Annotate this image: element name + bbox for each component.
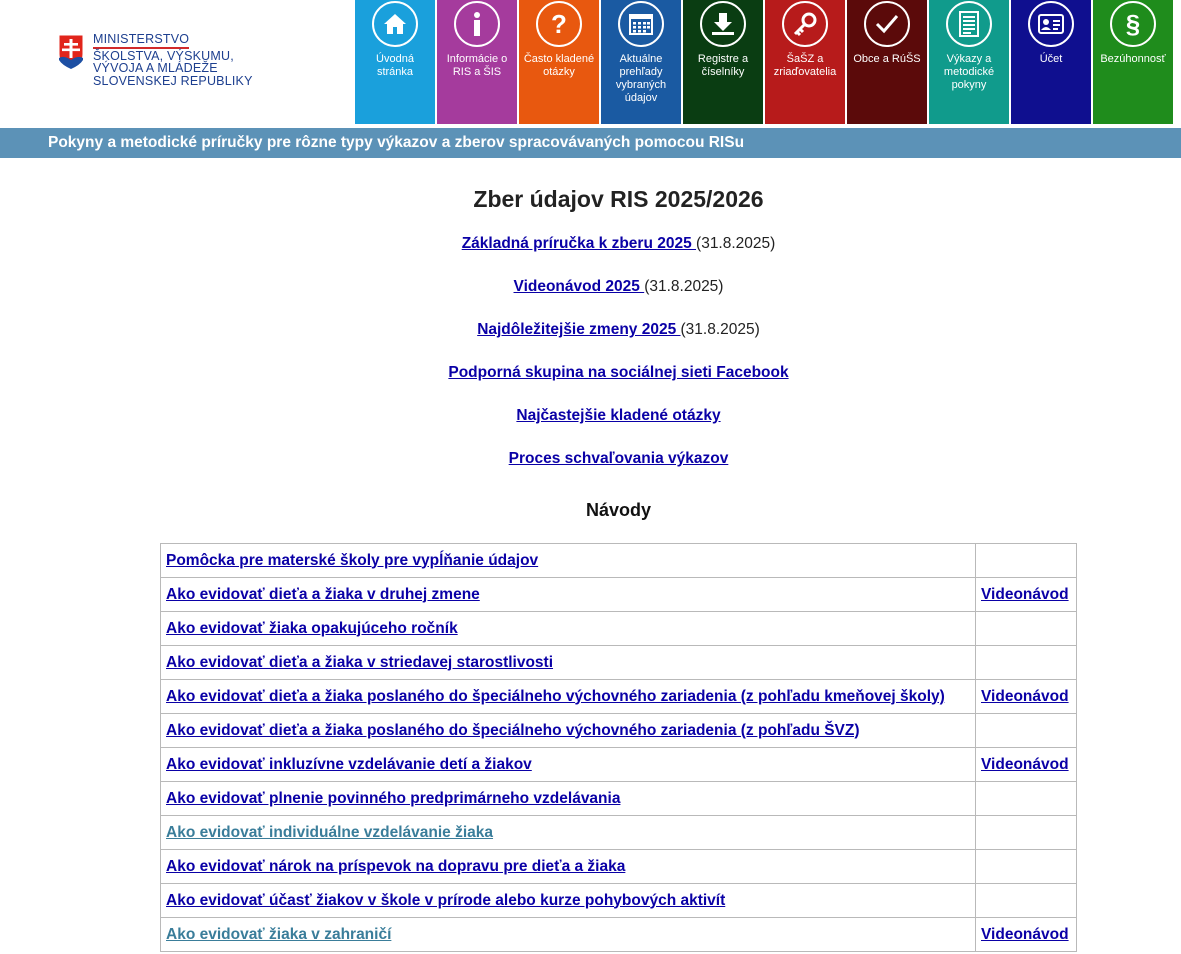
guide-cell bbox=[161, 884, 976, 918]
ministry-line-1: MINISTERSTVO bbox=[93, 33, 189, 49]
ministry-name bbox=[93, 33, 253, 87]
guide-cell bbox=[161, 646, 976, 680]
table-row bbox=[161, 884, 1077, 918]
guide-cell bbox=[161, 544, 976, 578]
nav-tile-municipalities[interactable] bbox=[847, 0, 927, 124]
guide-cell bbox=[161, 612, 976, 646]
nav-tile-overviews[interactable] bbox=[601, 0, 681, 124]
link-row-faq bbox=[0, 404, 1181, 447]
link-row-changes bbox=[0, 318, 1181, 361]
link-row-facebook bbox=[0, 361, 1181, 404]
table-row bbox=[161, 918, 1077, 952]
link-row-handbook bbox=[0, 232, 1181, 275]
guide-cell bbox=[161, 578, 976, 612]
table-row bbox=[161, 646, 1077, 680]
video-cell bbox=[976, 646, 1077, 680]
nav-label-overviews: Aktuálne prehľady vybraných údajov bbox=[615, 53, 667, 104]
table-row bbox=[161, 850, 1077, 884]
table-row bbox=[161, 612, 1077, 646]
guide-link[interactable]: Ako evidovať dieťa a žiaka v striedavej starostlivosti bbox=[166, 653, 554, 671]
video-cell bbox=[976, 918, 1077, 952]
video-cell bbox=[976, 748, 1077, 782]
main-links bbox=[0, 232, 1181, 490]
video-cell bbox=[976, 578, 1077, 612]
guide-cell bbox=[161, 782, 976, 816]
link-row-video bbox=[0, 275, 1181, 318]
video-guide-link[interactable]: Videonávod bbox=[981, 585, 1069, 603]
table-row bbox=[161, 714, 1077, 748]
guide-cell bbox=[161, 680, 976, 714]
nav-label-reports: Výkazy a metodické pokyny bbox=[943, 53, 995, 91]
video-guide-link[interactable]: Videonávod 2025 bbox=[513, 278, 645, 295]
document-list-icon bbox=[946, 1, 992, 47]
faq-link[interactable]: Najčastejšie kladené otázky bbox=[516, 407, 721, 424]
guide-link[interactable]: Pomôcka pre materské školy pre vypĺňanie údajov bbox=[166, 551, 539, 569]
table-row bbox=[161, 816, 1077, 850]
nav-tile-faq[interactable] bbox=[519, 0, 599, 124]
changes-date: (31.8.2025) bbox=[680, 321, 760, 338]
page-title: Zber údajov RIS 2025/2026 bbox=[473, 186, 764, 212]
id-card-icon bbox=[1028, 1, 1074, 47]
question-icon: ? bbox=[536, 1, 582, 47]
guide-cell bbox=[161, 850, 976, 884]
table-row bbox=[161, 782, 1077, 816]
video-guide-link[interactable]: Videonávod bbox=[981, 687, 1069, 705]
guide-cell bbox=[161, 748, 976, 782]
nav-tile-info[interactable] bbox=[437, 0, 517, 124]
video-cell bbox=[976, 612, 1077, 646]
nav-label-integrity: Bezúhonnosť bbox=[1100, 53, 1166, 65]
guide-link[interactable]: Ako evidovať dieťa a žiaka poslaného do špeciálneho výchovného zariadenia (z pohľadu kmeňovej školy) bbox=[166, 687, 945, 705]
nav-label-sasz: ŠaŠZ a zriaďovatelia bbox=[773, 53, 837, 78]
main-nav bbox=[355, 0, 1175, 124]
coat-of-arms-icon bbox=[58, 34, 84, 70]
nav-tile-sasz[interactable] bbox=[765, 0, 845, 124]
calendar-grid-icon bbox=[618, 1, 664, 47]
handbook-link[interactable]: Základná príručka k zberu 2025 bbox=[461, 235, 697, 252]
nav-label-info: Informácie o RIS a ŠIS bbox=[446, 53, 508, 78]
guide-cell bbox=[161, 816, 976, 850]
video-cell bbox=[976, 782, 1077, 816]
guide-cell bbox=[161, 918, 976, 952]
video-cell bbox=[976, 816, 1077, 850]
nav-tile-registers[interactable] bbox=[683, 0, 763, 124]
nav-label-municipalities: Obce a RúŠS bbox=[853, 53, 921, 65]
guide-link[interactable]: Ako evidovať nárok na príspevok na dopravu pre dieťa a žiaka bbox=[166, 857, 626, 875]
guide-link[interactable]: Ako evidovať žiaka v zahraničí bbox=[166, 925, 392, 943]
guide-cell bbox=[161, 714, 976, 748]
ministry-logo[interactable] bbox=[58, 33, 253, 87]
checkmark-icon bbox=[864, 1, 910, 47]
guides-table bbox=[160, 543, 1077, 952]
nav-tile-account[interactable] bbox=[1011, 0, 1091, 124]
ministry-line-3: VÝVOJA A MLÁDEŽE bbox=[93, 61, 218, 75]
video-guide-link[interactable]: Videonávod bbox=[981, 755, 1069, 773]
key-icon bbox=[782, 1, 828, 47]
video-guide-link[interactable]: Videonávod bbox=[981, 925, 1069, 943]
video-cell bbox=[976, 714, 1077, 748]
nav-label-account: Účet bbox=[1039, 53, 1063, 65]
facebook-group-link[interactable]: Podporná skupina na sociálnej sieti Facebook bbox=[448, 364, 789, 381]
ministry-line-4: SLOVENSKEJ REPUBLIKY bbox=[93, 73, 253, 88]
guides-heading: Návody bbox=[585, 500, 652, 520]
table-row bbox=[161, 544, 1077, 578]
nav-tile-integrity[interactable] bbox=[1093, 0, 1173, 124]
video-cell bbox=[976, 544, 1077, 578]
link-row-approval bbox=[0, 447, 1181, 490]
video-cell bbox=[976, 884, 1077, 918]
guide-link[interactable]: Ako evidovať plnenie povinného predprimárneho vzdelávania bbox=[166, 789, 621, 807]
header bbox=[0, 0, 1181, 128]
home-icon bbox=[372, 1, 418, 47]
page-banner: Pokyny a metodické príručky pre rôzne typy výkazov a zberov spracovávaných pomocou RISu bbox=[0, 128, 1181, 158]
guide-link[interactable]: Ako evidovať dieťa a žiaka v druhej zmene bbox=[166, 585, 480, 603]
nav-label-faq: Často kladené otázky bbox=[523, 53, 595, 78]
nav-label-home: Úvodná stránka bbox=[376, 53, 414, 78]
changes-link[interactable]: Najdôležitejšie zmeny 2025 bbox=[477, 321, 681, 338]
approval-process-link[interactable]: Proces schvaľovania výkazov bbox=[508, 450, 729, 467]
table-row bbox=[161, 680, 1077, 714]
video-cell bbox=[976, 680, 1077, 714]
section-sign-icon: § bbox=[1110, 1, 1156, 47]
info-icon bbox=[454, 1, 500, 47]
nav-tile-reports[interactable] bbox=[929, 0, 1009, 124]
download-icon bbox=[700, 1, 746, 47]
video-cell bbox=[976, 850, 1077, 884]
video-guide-date: (31.8.2025) bbox=[644, 278, 724, 295]
nav-label-registers: Registre a číselníky bbox=[697, 53, 749, 78]
guide-link[interactable]: Ako evidovať dieťa a žiaka poslaného do špeciálneho výchovného zariadenia (z pohľadu ŠVZ) bbox=[166, 721, 860, 739]
handbook-date: (31.8.2025) bbox=[696, 235, 776, 252]
guide-link[interactable]: Ako evidovať inkluzívne vzdelávanie detí a žiakov bbox=[166, 755, 532, 773]
guide-link[interactable]: Ako evidovať účasť žiakov v škole v prírode alebo kurze pohybových aktivít bbox=[166, 891, 726, 909]
ministry-line-2: ŠKOLSTVA, VÝSKUMU, bbox=[93, 48, 234, 63]
table-row bbox=[161, 578, 1077, 612]
table-row bbox=[161, 748, 1077, 782]
guide-link[interactable]: Ako evidovať individuálne vzdelávanie žiaka bbox=[166, 823, 494, 841]
guide-link[interactable]: Ako evidovať žiaka opakujúceho ročník bbox=[166, 619, 458, 637]
nav-tile-home[interactable] bbox=[355, 0, 435, 124]
